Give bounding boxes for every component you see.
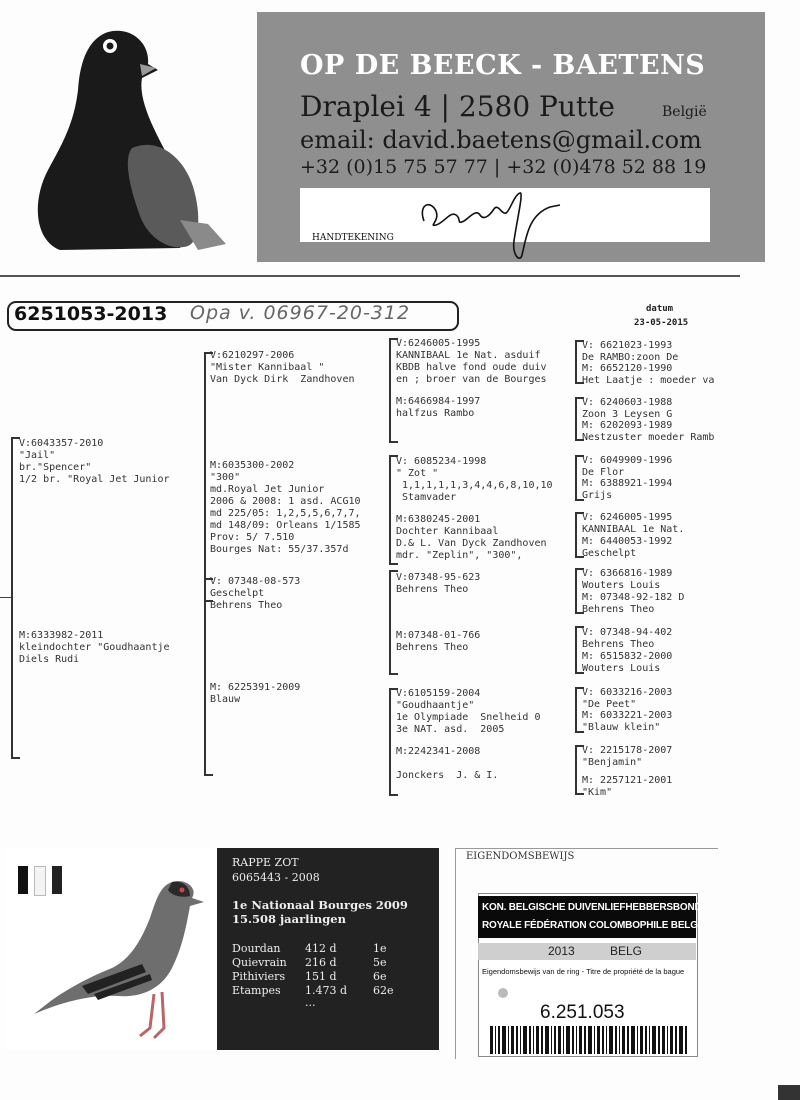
ring-year-bar [478,943,696,960]
ancestor-g3-3: V: 6085234-1998 " Zot " 1,1,1,1,1,3,4,4,6,8,10,10 Stamvader [396,456,553,503]
section-divider [0,275,740,277]
ring-country: BELG [610,944,643,958]
ancestor-g4-4: M: 6202093-1989 Nestzuster moeder Ramb [582,420,715,443]
result-rank: 1e [373,942,387,955]
ancestor-g3-7: V:6105159-2004 "Goudhaantje" 1e Olympiade Snelheid 0 3e NAT. asd. 2005 [396,688,541,735]
scan-edge [778,1085,800,1100]
result-rank: 62e [373,984,394,997]
hologram-dot-icon [498,988,508,998]
barcode-icon [490,1026,690,1054]
signature-label: HANDTEKENING [312,233,394,243]
handwritten-signature-icon [410,185,570,265]
ancestor-g4-9: V: 6366816-1989 Wouters Louis [582,568,673,591]
generation-1-bracket [11,437,13,759]
ancestor-g4-11: V: 07348-94-402 Behrens Theo [582,627,673,650]
date-value: 23-05-2015 [634,318,689,328]
breeder-email: email: david.baetens@gmail.com [300,126,702,154]
breeder-address: Draplei 4 | 2580 Putte [300,90,615,123]
dam: M:6333982-2011 kleindochter "Goudhaantje Diels Rudi [19,630,170,665]
maternal-granddam: M: 6225391-2009 Blauw [210,682,301,705]
ownership-caption: Eigendomsbewijs van de ring - Titre de propriété de la bague [482,967,685,976]
generation-2-father-bracket [204,352,206,602]
maternal-grandsire: V: 07348-08-573 Geschelpt Behrens Theo [210,576,301,611]
connector-line [0,597,11,598]
result-birds: 216 d [305,956,337,969]
ancestor-g4-14: M: 6033221-2003 "Blauw klein" [582,710,673,733]
result-place: Quievrain [232,956,287,969]
result-birds: 151 d [305,970,337,983]
ancestor-g3-1: V:6246005-1995 KANNIBAAL 1e Nat. asduif KBDB halve fond oude duiv en ; broer van de Bourges [396,338,547,385]
generation-3-bracket-3 [389,570,391,675]
ownership-title: EIGENDOMSBEWIJS [466,851,575,862]
sire: V:6043357-2010 "Jail" br."Spencer" 1/2 br. "Royal Jet Junior [19,438,170,485]
certificate-ring-number: 6.251.053 [540,1002,625,1023]
ancestor-g4-6: M: 6388921-1994 Grijs [582,478,673,501]
ancestor-subheadline: 15.508 jaarlingen [232,912,346,926]
handwritten-note: Opa v. 06967-20-312 [190,302,411,324]
generation-4-bracket-4 [575,512,577,558]
ancestor-g4-8: M: 6440053-1992 Geschelpt [582,536,673,559]
pigeon-logo-icon [30,20,240,260]
ancestor-g3-4: M:6380245-2001 Dochter Kannibaal D.& L. Van Dyck Zandhoven mdr. "Zeplin", "300", [396,514,547,561]
generation-3-bracket-2 [389,455,391,565]
result-rank: 5e [373,956,387,969]
ancestor-g4-15: V: 2215178-2007 "Benjamin" [582,745,673,768]
breeder-country: België [662,104,707,120]
ancestor-ring: 6065443 - 2008 [232,871,320,884]
federation-name-nl: KON. BELGISCHE DUIVENLIEFHEBBERSBOND [482,902,702,913]
paternal-granddam: M:6035300-2002 "300" md.Royal Jet Junior 2006 & 2008: 1 asd. ACG10 md 225/05: 1,2,5,5,6,7,7, md 148/09: Orleans 1/1585 Prov: 5/ 7.510 Bourges Nat: 55/37.357d [210,460,361,555]
ancestor-headline: 1e Nationaal Bourges 2009 [232,898,408,912]
racing-pigeon-icon [22,868,212,1048]
generation-4-bracket-3 [575,455,577,501]
result-rank: 6e [373,970,387,983]
ancestor-g3-2: M:6466984-1997 halfzus Rambo [396,396,481,419]
generation-4-bracket-6 [575,626,577,674]
ancestor-g4-7: V: 6246005-1995 KANNIBAAL 1e Nat. [582,512,685,535]
results-more: ... [305,996,316,1009]
result-place: Dourdan [232,942,281,955]
result-birds: 1.473 d [305,984,348,997]
date-label: datum [646,304,674,314]
breeder-phone: +32 (0)15 75 57 77 | +32 (0)478 52 88 19 [300,156,707,178]
ring-year: 2013 [548,944,575,958]
ancestor-g3-5: V:07348-95-623 Behrens Theo [396,572,481,595]
generation-2-mother-bracket [204,578,206,776]
federation-name-fr: ROYALE FÉDÉRATION COLOMBOPHILE BELGE [482,920,705,931]
ancestor-g4-5: V: 6049909-1996 De Flor [582,455,673,478]
generation-4-bracket-2 [575,397,577,441]
ancestor-g4-16: M: 2257121-2001 "Kim" [582,775,673,798]
result-place: Pithiviers [232,970,286,983]
generation-3-bracket-4 [389,688,391,796]
generation-3-bracket-1 [389,338,391,443]
ancestor-g4-1: V: 6621023-1993 De RAMBO:zoon De [582,340,679,363]
result-place: Etampes [232,984,281,997]
ancestor-name: RAPPE ZOT [232,856,299,869]
pigeon-ring-number: 6251053-2013 [14,303,168,325]
generation-4-bracket-1 [575,340,577,384]
ancestor-g4-2: M: 6652120-1990 Het Laatje : moeder va [582,363,715,386]
result-birds: 412 d [305,942,337,955]
ancestor-g4-10: M: 07348-92-182 D Behrens Theo [582,592,685,615]
ancestor-g4-12: M: 6515832-2000 Wouters Louis [582,651,673,674]
generation-4-bracket-5 [575,568,577,614]
generation-4-bracket-7 [575,687,577,733]
ancestor-g3-6: M:07348-01-766 Behrens Theo [396,630,481,653]
paternal-grandsire: V:6210297-2006 "Mister Kannibaal " Van Dyck Dirk Zandhoven [210,350,355,385]
ancestor-g4-13: V: 6033216-2003 "De Peet" [582,687,673,710]
generation-4-bracket-8 [575,745,577,795]
ancestor-g3-8: M:2242341-2008 Jonckers J. & I. [396,746,499,781]
ancestor-g4-3: V: 6240603-1988 Zoon 3 Leysen G [582,397,673,420]
breeder-name: OP DE BEECK - BAETENS [300,50,706,81]
